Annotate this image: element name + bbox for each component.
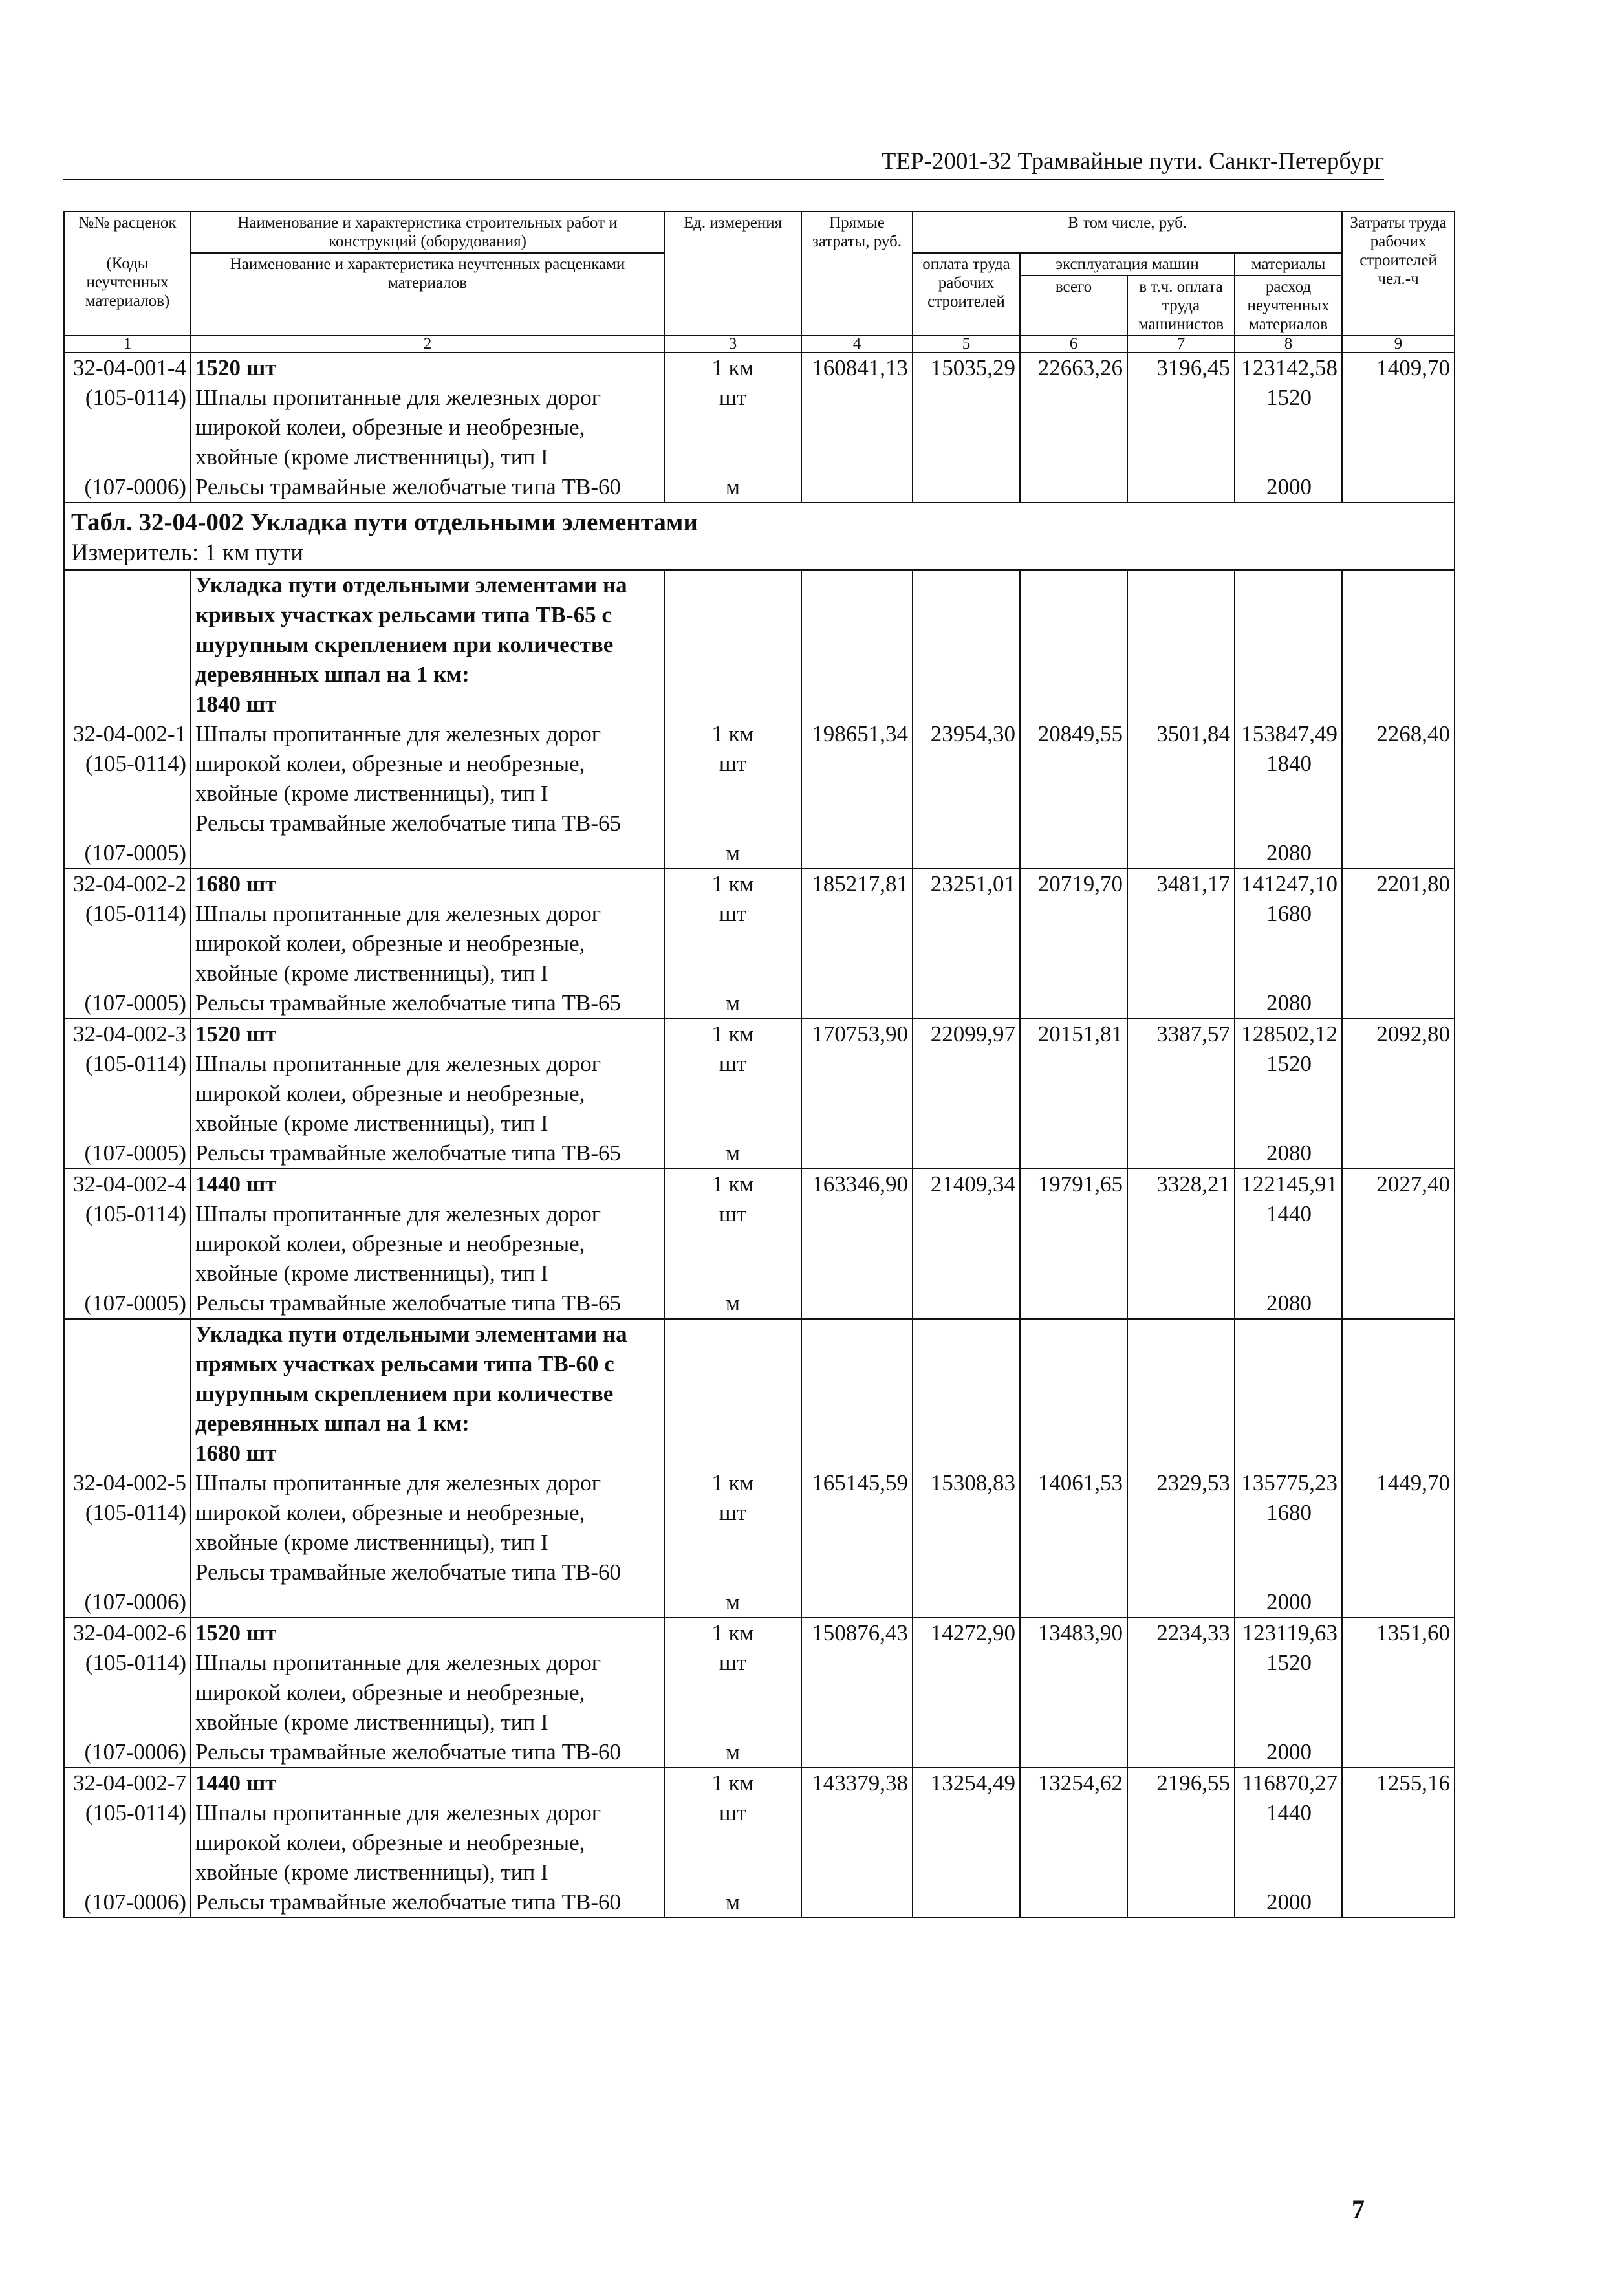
value: 14061,53 [1037, 1470, 1123, 1495]
labor-cost [913, 570, 1020, 869]
materials-value: 123142,58 [1241, 355, 1338, 380]
materials-value: 153847,49 [1241, 721, 1338, 746]
rate-description [191, 1618, 664, 1768]
operators-cost: 3387,57 [1127, 1019, 1235, 1169]
labor-hours [1342, 570, 1455, 869]
material-qty: 2000 [1266, 1889, 1312, 1915]
operators-cost: 3328,21 [1127, 1169, 1235, 1319]
labor-cost [913, 1319, 1020, 1618]
materials-cost [1235, 353, 1342, 503]
unit-text: 1 км [711, 1620, 754, 1646]
material-code: (107-0006) [84, 474, 186, 499]
col-number: 4 [801, 336, 913, 353]
rate-code [64, 1319, 191, 1618]
rate-name: 1840 шт [195, 691, 277, 717]
operators-cost: 2196,55 [1127, 1768, 1235, 1918]
table-row [64, 869, 1455, 1019]
labor-hours: 1255,16 [1342, 1768, 1455, 1918]
material-unit: шт [719, 1800, 747, 1825]
material-unit: м [725, 1889, 741, 1915]
operators-cost [1127, 1319, 1235, 1618]
material-name: Шпалы пропитанные для железных дорог широкой колеи, обрезные и необрезные, хвойные (кроме лиственницы), тип I [195, 1800, 601, 1885]
material-code: (105-0114) [85, 1201, 186, 1226]
materials-value: 128502,12 [1241, 1021, 1338, 1047]
material-qty: 2000 [1266, 474, 1312, 499]
rate-unit [664, 1768, 801, 1918]
material-unit: шт [719, 1500, 747, 1525]
unit-text: 1 км [711, 1470, 754, 1495]
rate-description [191, 1169, 664, 1319]
material-name: Рельсы трамвайные желобчатые типа ТВ-60 [195, 1739, 621, 1765]
materials-cost [1235, 1019, 1342, 1169]
value: 23954,30 [930, 721, 1015, 746]
col-name-subheader: Наименование и характеристика неучтенных расценками материалов [191, 253, 664, 336]
material-qty: 1840 [1266, 751, 1312, 776]
material-name: Рельсы трамвайные желобчатые типа ТВ-65 [195, 810, 621, 836]
unit-text: 1 км [711, 355, 754, 380]
labor-cost: 23251,01 [913, 869, 1020, 1019]
rate-unit [664, 570, 801, 869]
table-row [64, 1019, 1455, 1169]
value: 1449,70 [1376, 1470, 1451, 1495]
labor-hours: 1409,70 [1342, 353, 1455, 503]
material-qty: 1680 [1266, 901, 1312, 926]
labor-cost: 13254,49 [913, 1768, 1020, 1918]
col-number: 2 [191, 336, 664, 353]
rate-description [191, 353, 664, 503]
material-code: (107-0005) [84, 1290, 186, 1316]
labor-hours [1342, 1319, 1455, 1618]
rate-unit [664, 1618, 801, 1768]
material-qty: 1680 [1266, 1500, 1312, 1525]
table-row [64, 1768, 1455, 1918]
machines-cost: 20719,70 [1020, 869, 1127, 1019]
page-number: 7 [1352, 2195, 1365, 2224]
material-qty: 2080 [1266, 840, 1312, 865]
material-name: Рельсы трамвайные желобчатые типа ТВ-65 [195, 1140, 621, 1166]
material-name: Рельсы трамвайные желобчатые типа ТВ-65 [195, 1290, 621, 1316]
machines-cost: 19791,65 [1020, 1169, 1127, 1319]
material-code: (105-0114) [85, 901, 186, 926]
labor-cost: 22099,97 [913, 1019, 1020, 1169]
material-name: Шпалы пропитанные для железных дорог широкой колеи, обрезные и необрезные, хвойные (кроме лиственницы), тип I [195, 1650, 601, 1735]
materials-cost [1235, 1768, 1342, 1918]
material-unit: шт [719, 1201, 747, 1226]
rate-unit [664, 1169, 801, 1319]
direct-cost: 185217,81 [801, 869, 913, 1019]
rates-table [63, 211, 1455, 1918]
col-number: 6 [1020, 336, 1127, 353]
direct-cost: 143379,38 [801, 1768, 913, 1918]
header-rule [63, 179, 1384, 180]
col-number: 8 [1235, 336, 1342, 353]
table-row [64, 1618, 1455, 1768]
value: 165145,59 [812, 1470, 908, 1495]
machines-cost: 13254,62 [1020, 1768, 1127, 1918]
section-title: Табл. 32-04-002 Укладка пути отдельными элементами [71, 508, 698, 536]
rate-code-text: 32-04-002-3 [73, 1021, 186, 1047]
col-machines-group-header: эксплуатация машин [1020, 253, 1235, 276]
materials-cost [1235, 570, 1342, 869]
material-code: (107-0005) [84, 840, 186, 865]
material-qty: 2000 [1266, 1739, 1312, 1765]
col-number: 1 [64, 336, 191, 353]
material-code: (107-0006) [84, 1889, 186, 1915]
materials-value: 122145,91 [1241, 1171, 1338, 1197]
table-row [64, 1169, 1455, 1319]
materials-value: 135775,23 [1241, 1470, 1338, 1495]
rate-code [64, 1618, 191, 1768]
materials-cost [1235, 1319, 1342, 1618]
group-description: Укладка пути отдельными элементами на кривых участках рельсами типа ТВ-65 с шурупным скреплением при количестве деревянных шпал на 1 км: [195, 572, 627, 687]
value: 15308,83 [930, 1470, 1015, 1495]
material-qty: 1520 [1266, 1051, 1312, 1076]
material-unit: м [725, 1739, 741, 1765]
material-qty: 2080 [1266, 1140, 1312, 1166]
col-code-subheader: (Коды неучтенных материалов) [64, 253, 191, 336]
direct-cost [801, 570, 913, 869]
rate-description [191, 570, 664, 869]
material-qty: 1520 [1266, 385, 1312, 410]
material-qty: 2000 [1266, 1589, 1312, 1614]
rate-name: 1680 шт [195, 871, 277, 896]
material-unit: шт [719, 385, 747, 410]
value: 2268,40 [1376, 721, 1451, 746]
materials-value: 116870,27 [1242, 1770, 1338, 1796]
material-name: Рельсы трамвайные желобчатые типа ТВ-65 [195, 990, 621, 1016]
rate-code [64, 1768, 191, 1918]
material-code: (107-0006) [84, 1589, 186, 1614]
material-code: (107-0005) [84, 990, 186, 1016]
rate-name: 1440 шт [195, 1770, 277, 1796]
unit-text: 1 км [711, 871, 754, 896]
materials-value: 141247,10 [1241, 871, 1338, 896]
material-qty: 1440 [1266, 1800, 1312, 1825]
labor-hours: 2201,80 [1342, 869, 1455, 1019]
material-name: Рельсы трамвайные желобчатые типа ТВ-60 [195, 1559, 621, 1585]
material-unit: м [725, 990, 741, 1016]
value: 3501,84 [1156, 721, 1230, 746]
materials-cost [1235, 869, 1342, 1019]
rate-unit [664, 353, 801, 503]
col-materials-use-header: расход неучтенных материалов [1235, 276, 1342, 336]
material-unit: шт [719, 1051, 747, 1076]
col-number: 3 [664, 336, 801, 353]
rate-code-text: 32-04-002-1 [73, 721, 186, 746]
col-name-header: Наименование и характеристика строительных работ и конструкций (оборудования) [191, 212, 664, 253]
material-qty: 1520 [1266, 1650, 1312, 1675]
material-code: (105-0114) [85, 1051, 186, 1076]
rate-unit [664, 1319, 801, 1618]
material-unit: м [725, 1589, 741, 1614]
rate-description [191, 1768, 664, 1918]
col-hours-header: Затраты труда рабочих строителей чел.-ч [1342, 212, 1455, 336]
material-name: Шпалы пропитанные для железных дорог широкой колеи, обрезные и необрезные, хвойные (кроме лиственницы), тип I [195, 901, 601, 986]
value: 2329,53 [1156, 1470, 1230, 1495]
materials-cost [1235, 1169, 1342, 1319]
operators-cost: 3196,45 [1127, 353, 1235, 503]
rate-code-text: 32-04-001-4 [73, 355, 186, 380]
col-number: 5 [913, 336, 1020, 353]
rate-unit [664, 869, 801, 1019]
rate-code-text: 32-04-002-5 [73, 1470, 186, 1495]
section-heading-row [64, 503, 1455, 570]
machines-cost: 22663,26 [1020, 353, 1127, 503]
rate-code-text: 32-04-002-7 [73, 1770, 186, 1796]
material-unit: м [725, 840, 741, 865]
rate-description [191, 1319, 664, 1618]
col-operators-header: в т.ч. оплата труда машинистов [1127, 276, 1235, 336]
unit-text: 1 км [711, 1171, 754, 1197]
col-number: 9 [1342, 336, 1455, 353]
machines-cost [1020, 570, 1127, 869]
rate-description [191, 1019, 664, 1169]
unit-text: 1 км [711, 1770, 754, 1796]
material-code: (107-0006) [84, 1739, 186, 1765]
material-unit: шт [719, 901, 747, 926]
material-code: (105-0114) [85, 1800, 186, 1825]
rate-code [64, 570, 191, 869]
labor-cost: 15035,29 [913, 353, 1020, 503]
material-unit: м [725, 474, 741, 499]
rate-name: 1680 шт [195, 1440, 277, 1466]
material-code: (105-0114) [85, 385, 186, 410]
material-qty: 1440 [1266, 1201, 1312, 1226]
operators-cost: 3481,17 [1127, 869, 1235, 1019]
column-number-row [64, 336, 1455, 353]
materials-value: 123119,63 [1242, 1620, 1338, 1646]
machines-cost [1020, 1319, 1127, 1618]
material-unit: м [725, 1290, 741, 1316]
rate-name: 1520 шт [195, 355, 277, 380]
material-name: Шпалы пропитанные для железных дорог широкой колеи, обрезные и необрезные, хвойные (кроме лиственницы), тип I [195, 721, 601, 806]
material-name: Рельсы трамвайные желобчатые типа ТВ-60 [195, 474, 621, 499]
rate-code-text: 32-04-002-6 [73, 1620, 186, 1646]
rate-description [191, 869, 664, 1019]
rate-code [64, 1169, 191, 1319]
col-machines-header: всего [1020, 276, 1127, 336]
material-code: (107-0005) [84, 1140, 186, 1166]
rate-name: 1520 шт [195, 1021, 277, 1047]
direct-cost: 170753,90 [801, 1019, 913, 1169]
col-labor-header: оплата труда рабочих строителей [913, 253, 1020, 336]
direct-cost: 150876,43 [801, 1618, 913, 1768]
operators-cost: 2234,33 [1127, 1618, 1235, 1768]
labor-hours: 1351,60 [1342, 1618, 1455, 1768]
unit-text: 1 км [711, 721, 754, 746]
table-body [64, 353, 1455, 1918]
col-code-header: №№ расценок [64, 212, 191, 253]
labor-hours: 2092,80 [1342, 1019, 1455, 1169]
value: 20849,55 [1037, 721, 1123, 746]
rate-name: 1440 шт [195, 1171, 277, 1197]
rate-code [64, 1019, 191, 1169]
direct-cost: 163346,90 [801, 1169, 913, 1319]
table-row [64, 1319, 1455, 1618]
material-unit: шт [719, 1650, 747, 1675]
group-description: Укладка пути отдельными элементами на прямых участках рельсами типа ТВ-60 с шурупным скреплением при количестве деревянных шпал на 1 км: [195, 1321, 627, 1436]
labor-hours: 2027,40 [1342, 1169, 1455, 1319]
labor-cost: 14272,90 [913, 1618, 1020, 1768]
material-unit: м [725, 1140, 741, 1166]
rate-code-text: 32-04-002-2 [73, 871, 186, 896]
machines-cost: 20151,81 [1020, 1019, 1127, 1169]
rate-name: 1520 шт [195, 1620, 277, 1646]
col-group-header: В том числе, руб. [913, 212, 1342, 253]
materials-cost [1235, 1618, 1342, 1768]
col-materials-header: материалы [1235, 253, 1342, 276]
table-row [64, 353, 1455, 503]
material-unit: шт [719, 751, 747, 776]
rate-code [64, 353, 191, 503]
material-name: Шпалы пропитанные для железных дорог широкой колеи, обрезные и необрезные, хвойные (кроме лиственницы), тип I [195, 1051, 601, 1136]
material-qty: 2080 [1266, 1290, 1312, 1316]
unit-text: 1 км [711, 1021, 754, 1047]
col-direct-header: Прямые затраты, руб. [801, 212, 913, 336]
material-name: Рельсы трамвайные желобчатые типа ТВ-60 [195, 1889, 621, 1915]
table-row [64, 570, 1455, 869]
page-header-title: ТЕР-2001-32 Трамвайные пути. Санкт-Петербург [881, 148, 1384, 175]
labor-cost: 21409,34 [913, 1169, 1020, 1319]
material-code: (105-0114) [85, 1650, 186, 1675]
col-unit-header: Ед. измерения [664, 212, 801, 336]
table-header [64, 212, 1455, 353]
value: 198651,34 [812, 721, 908, 746]
direct-cost [801, 1319, 913, 1618]
material-name: Шпалы пропитанные для железных дорог широкой колеи, обрезные и необрезные, хвойные (кроме лиственницы), тип I [195, 385, 601, 470]
material-code: (105-0114) [85, 751, 186, 776]
rate-unit [664, 1019, 801, 1169]
operators-cost [1127, 570, 1235, 869]
material-code: (105-0114) [85, 1500, 186, 1525]
material-name: Шпалы пропитанные для железных дорог широкой колеи, обрезные и необрезные, хвойные (кроме лиственницы), тип I [195, 1470, 601, 1555]
col-number: 7 [1127, 336, 1235, 353]
material-name: Шпалы пропитанные для железных дорог широкой колеи, обрезные и необрезные, хвойные (кроме лиственницы), тип I [195, 1201, 601, 1286]
rate-code-text: 32-04-002-4 [73, 1171, 186, 1197]
direct-cost: 160841,13 [801, 353, 913, 503]
machines-cost: 13483,90 [1020, 1618, 1127, 1768]
material-qty: 2080 [1266, 990, 1312, 1016]
rate-code [64, 869, 191, 1019]
section-measure: Измеритель: 1 км пути [71, 539, 304, 566]
